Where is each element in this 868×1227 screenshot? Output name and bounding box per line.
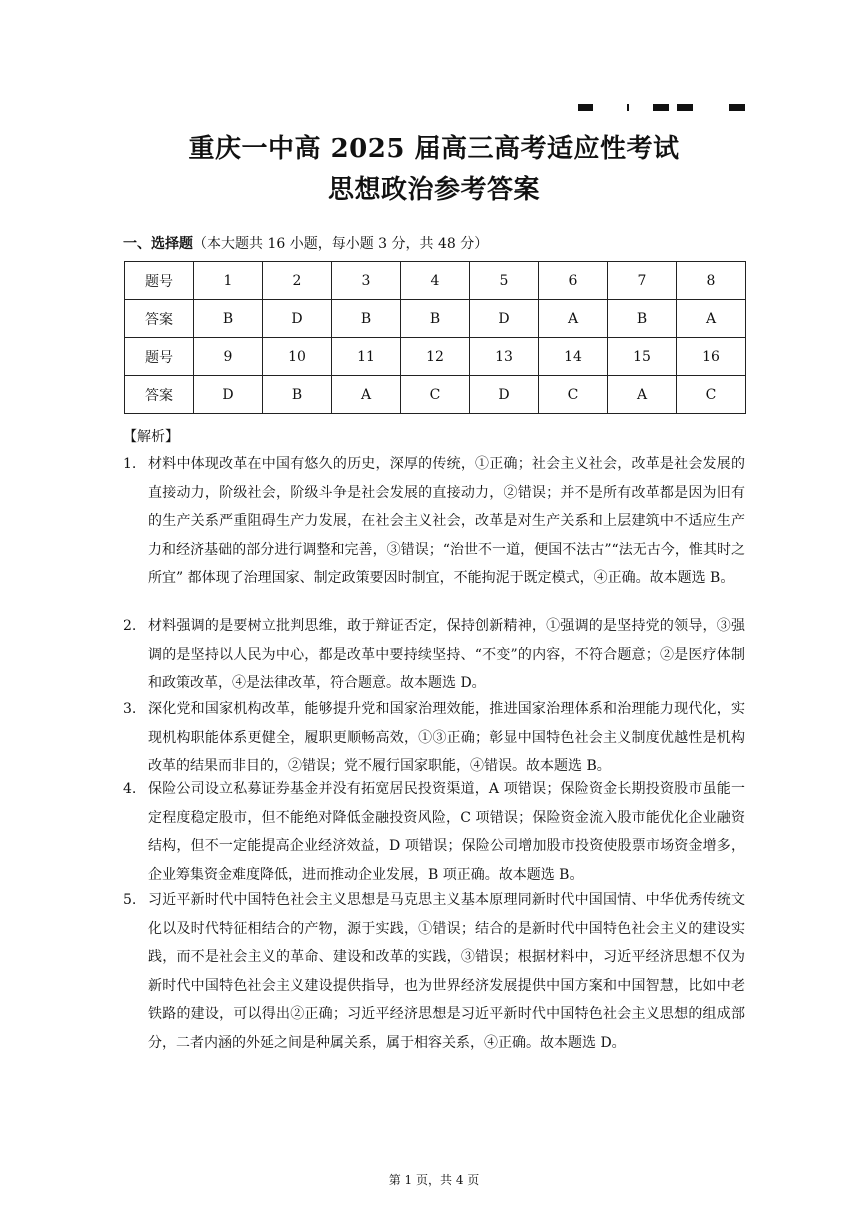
item-number: 5. [123, 892, 137, 908]
mark [578, 104, 593, 111]
table-row [125, 338, 746, 376]
section-note: （本大题共 16 小题，每小题 3 分，共 48 分） [193, 236, 489, 252]
analysis-item [123, 775, 745, 889]
item-number: 2. [123, 618, 137, 634]
table-cell: A [677, 300, 746, 338]
table-cell: 12 [401, 338, 470, 376]
table-cell: 15 [608, 338, 677, 376]
analysis-item [123, 612, 745, 698]
table-cell: B [332, 300, 401, 338]
header-decoration-marks [575, 104, 755, 112]
item-number: 3. [123, 701, 137, 717]
table-cell: 9 [194, 338, 263, 376]
table-cell: D [470, 300, 539, 338]
exam-title: 重庆一中高 2025 届高三高考适应性考试 [188, 134, 680, 164]
mark [627, 104, 629, 111]
item-text: 材料强调的是要树立批判思维，敢于辩证否定，保持创新精神，①强调的是坚持党的领导，③强调的是坚持以人民为中心，都是改革中要持续坚持、“不变”的内容，不符合题意；②是医疗体制和政策改革，④是法律改革，符合题意。故本题选 D。 [148, 618, 745, 691]
section-heading [123, 233, 488, 253]
table-cell: 题号 [125, 262, 194, 300]
item-number: 1. [123, 456, 137, 472]
table-cell: B [263, 376, 332, 414]
table-cell: A [539, 300, 608, 338]
table-cell: 14 [539, 338, 608, 376]
table-cell: D [263, 300, 332, 338]
mark [729, 104, 745, 111]
analysis-item [123, 450, 745, 593]
table-cell: 7 [608, 262, 677, 300]
analysis-item [123, 886, 745, 1057]
exam-subtitle: 思想政治参考答案 [327, 175, 540, 205]
table-cell: C [677, 376, 746, 414]
table-cell: C [539, 376, 608, 414]
table-cell: B [194, 300, 263, 338]
mark [653, 104, 669, 111]
table-cell: 5 [470, 262, 539, 300]
analysis-item [123, 695, 745, 781]
table-cell: A [608, 376, 677, 414]
table-cell: 10 [263, 338, 332, 376]
table-cell: 11 [332, 338, 401, 376]
table-cell: 6 [539, 262, 608, 300]
table-cell: 题号 [125, 338, 194, 376]
table-cell: 4 [401, 262, 470, 300]
item-text: 保险公司设立私募证券基金并没有拓宽居民投资渠道，A 项错误；保险资金长期投资股市虽能一定程度稳定股市，但不能绝对降低金融投资风险，C 项错误；保险资金流入股市能优化企业融资结构，但不一定能提高企业经济效益，D 项错误；保险公司增加股市投资使股票市场资金增多，企业筹集资金难度降低，进而推动企业发展，B 项正确。故本题选 B。 [148, 781, 745, 883]
table-cell: 16 [677, 338, 746, 376]
table-cell: D [194, 376, 263, 414]
analysis-heading: 【解析】 [123, 429, 179, 445]
table-cell: 2 [263, 262, 332, 300]
item-text: 习近平新时代中国特色社会主义思想是马克思主义基本原理同新时代中国国情、中华优秀传统文化以及时代特征相结合的产物，源于实践，①错误；结合的是新时代中国特色社会主义的建设实践，而不是社会主义的革命、建设和改革的实践，③错误；根据材料中，习近平经济思想不仅为新时代中国特色社会主义建设提供指导，也为世界经济发展提供中国方案和中国智慧，比如中老铁路的建设，可以得出②正确；习近平经济思想是习近平新时代中国特色社会主义思想的组成部分，二者内涵的外延之间是种属关系，属于相容关系，④正确。故本题选 D。 [148, 892, 745, 1051]
table-cell: 13 [470, 338, 539, 376]
table-cell: C [401, 376, 470, 414]
table-cell: 3 [332, 262, 401, 300]
item-number: 4. [123, 781, 137, 797]
page-footer: 第 1 页，共 4 页 [388, 1173, 480, 1187]
table-cell: B [608, 300, 677, 338]
table-row [125, 376, 746, 414]
table-cell: 1 [194, 262, 263, 300]
section-title: 一、选择题 [123, 236, 193, 252]
table-cell: B [401, 300, 470, 338]
table-cell: 答案 [125, 300, 194, 338]
answer-table [124, 261, 746, 414]
table-row [125, 300, 746, 338]
item-text: 材料中体现改革在中国有悠久的历史，深厚的传统，①正确；社会主义社会，改革是社会发展的直接动力，阶级社会，阶级斗争是社会发展的直接动力，②错误；并不是所有改革都是因为旧有的生产关系严重阻碍生产力发展，在社会主义社会，改革是对生产关系和上层建筑中不适应生产力和经济基础的部分进行调整和完善，③错误；“治世不一道，便国不法古”“法无古今，惟其时之所宜” 都体现了治理国家、制定政策要因时制宜，不能拘泥于既定模式，④正确。故本题选 B。 [148, 456, 745, 586]
item-text: 深化党和国家机构改革，能够提升党和国家治理效能，推进国家治理体系和治理能力现代化，实现机构职能体系更健全，履职更顺畅高效，①③正确；彰显中国特色社会主义制度优越性是机构改革的结果而非目的，②错误；党不履行国家职能，④错误。故本题选 B。 [148, 701, 745, 774]
mark [677, 104, 693, 111]
table-cell: 答案 [125, 376, 194, 414]
table-row [125, 262, 746, 300]
table-cell: A [332, 376, 401, 414]
table-cell: 8 [677, 262, 746, 300]
table-cell: D [470, 376, 539, 414]
